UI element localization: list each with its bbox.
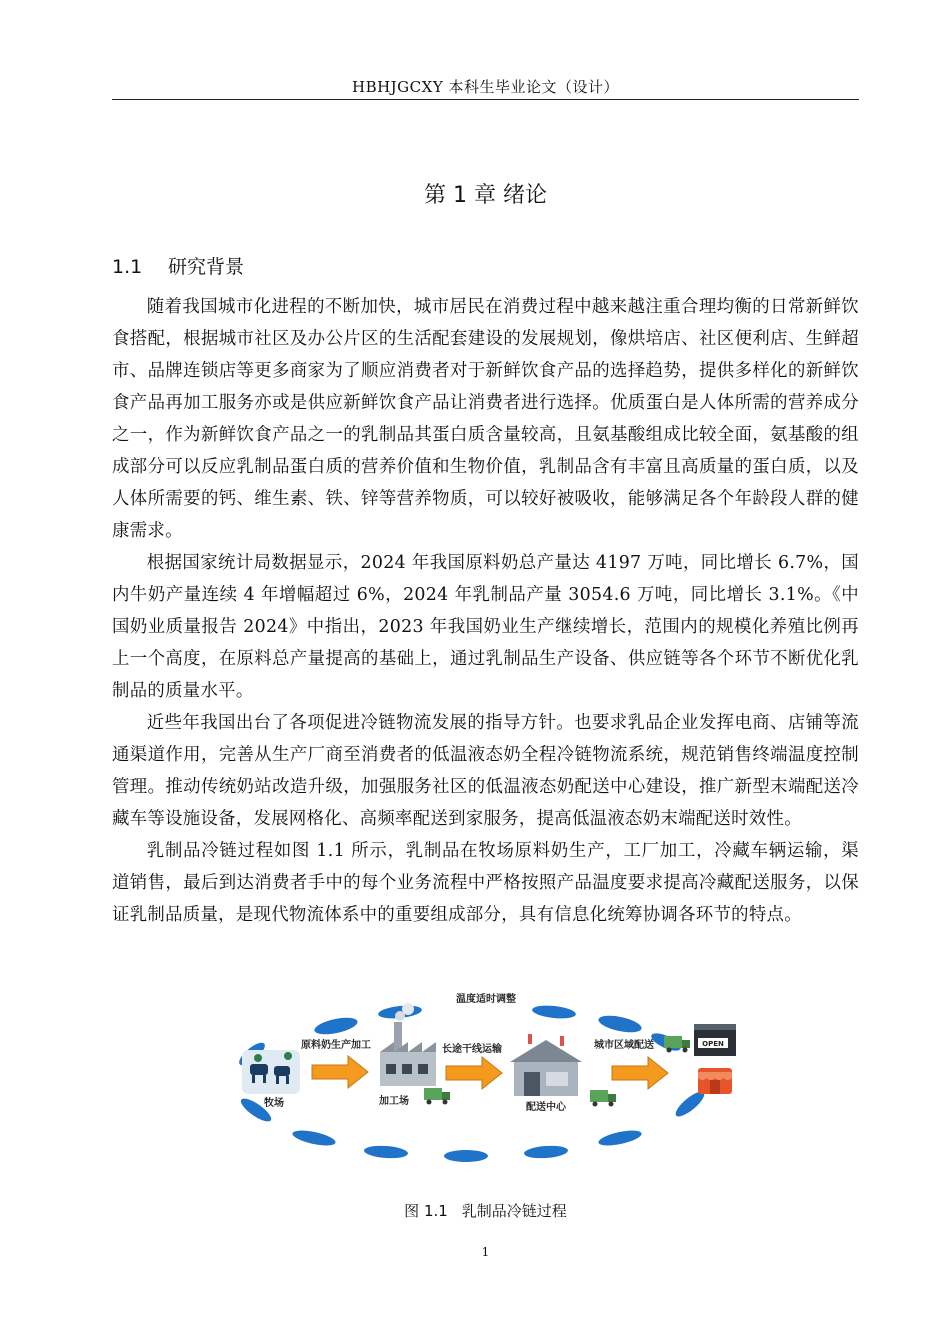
warehouse-icon (510, 1034, 582, 1096)
temperature-ring (236, 1004, 708, 1162)
paragraph: 乳制品冷链过程如图 1.1 所示，乳制品在牧场原料奶生产，工厂加工，冷藏车辆运输，渠道销售，最后到达消费者手中的每个业务流程中严格按照产品温度要求提高冷藏配送服务，以保证乳制品质量，是现代物流体系中的重要组成部分，具有信息化统筹协调各环节的特点。 (112, 841, 859, 925)
label-distribution-center: 配送中心 (526, 1102, 566, 1113)
label-temperature-adjust: 温度适时调整 (456, 994, 516, 1005)
store-icon (698, 1068, 732, 1094)
label-factory: 加工场 (379, 1096, 409, 1107)
section-heading (112, 252, 244, 279)
label-step3: 城市区域配送 (594, 1040, 654, 1051)
figure-caption (112, 1200, 859, 1221)
label-farm: 牧场 (264, 1098, 284, 1109)
store-sign: OPEN (702, 1040, 724, 1048)
figure-number: 图 1.1 (404, 1202, 448, 1220)
store-icon (694, 1024, 736, 1056)
truck-icon (590, 1090, 616, 1107)
chapter-title: 第 1 章 绪论 (424, 183, 547, 208)
paragraph: 根据国家统计局数据显示，2024 年我国原料奶总产量达 4197 万吨，同比增长 6.7%，国内牛奶产量连续 4 年增幅超过 6%，2024 年乳制品产量 3054.6 万吨，同比增长 3.1%。《中国奶业质量报告 2024》中指出，2023 年我国奶业生产继续增长，范围内的规模化养殖比例再上一个高度，在原料总产量提高的基础上，通过乳制品生产设备、供应链等各个环节不断优化乳制品的质量水平。 (112, 553, 859, 701)
cold-chain-figure (228, 992, 746, 1168)
arrow-icon (612, 1057, 668, 1089)
label-step2: 长途干线运输 (442, 1044, 502, 1055)
arrow-icon (312, 1056, 368, 1088)
label-step1: 原料奶生产加工 (301, 1040, 371, 1051)
section-number: 1.1 (112, 256, 143, 278)
section-title: 研究背景 (168, 256, 245, 278)
header-rule (112, 99, 859, 100)
running-header: HBHJGCXY 本科生毕业论文（设计） (351, 78, 619, 96)
paragraph: 随着我国城市化进程的不断加快，城市居民在消费过程中越来越注重合理均衡的日常新鲜饮食搭配，根据城市社区及办公片区的生活配套建设的发展规划，像烘培店、社区便利店、生鲜超市、品牌连锁店等更多商家为了顺应消费者对于新鲜饮食产品的选择趋势，提供多样化的新鲜饮食产品再加工服务亦或是供应新鲜饮食产品让消费者进行选择。优质蛋白是人体所需的营养成分之一，作为新鲜饮食产品之一的乳制品其蛋白质含量较高，且氨基酸组成比较全面，氨基酸的组成部分可以反应乳制品蛋白质的营养价值和生物价值，乳制品含有丰富且高质量的蛋白质，以及人体所需要的钙、维生素、铁、锌等营养物质，可以较好被吸收，能够满足各个年龄段人群的健康需求。 (112, 297, 859, 541)
page-number: 1 (481, 1245, 490, 1259)
body-text (112, 291, 859, 931)
truck-icon (424, 1088, 450, 1105)
farm-icon (242, 1050, 300, 1094)
figure-caption-text: 乳制品冷链过程 (461, 1202, 567, 1220)
arrow-icon (446, 1057, 502, 1089)
paragraph: 近些年我国出台了各项促进冷链物流发展的指导方针。也要求乳品企业发挥电商、店铺等流通渠道作用，完善从生产厂商至消费者的低温液态奶全程冷链物流系统，规范销售终端温度控制管理。推动传统奶站改造升级，加强服务社区的低温液态奶配送中心建设，推广新型末端配送冷藏车等设施设备，发展网格化、高频率配送到家服务，提高低温液态奶末端配送时效性。 (112, 713, 859, 829)
